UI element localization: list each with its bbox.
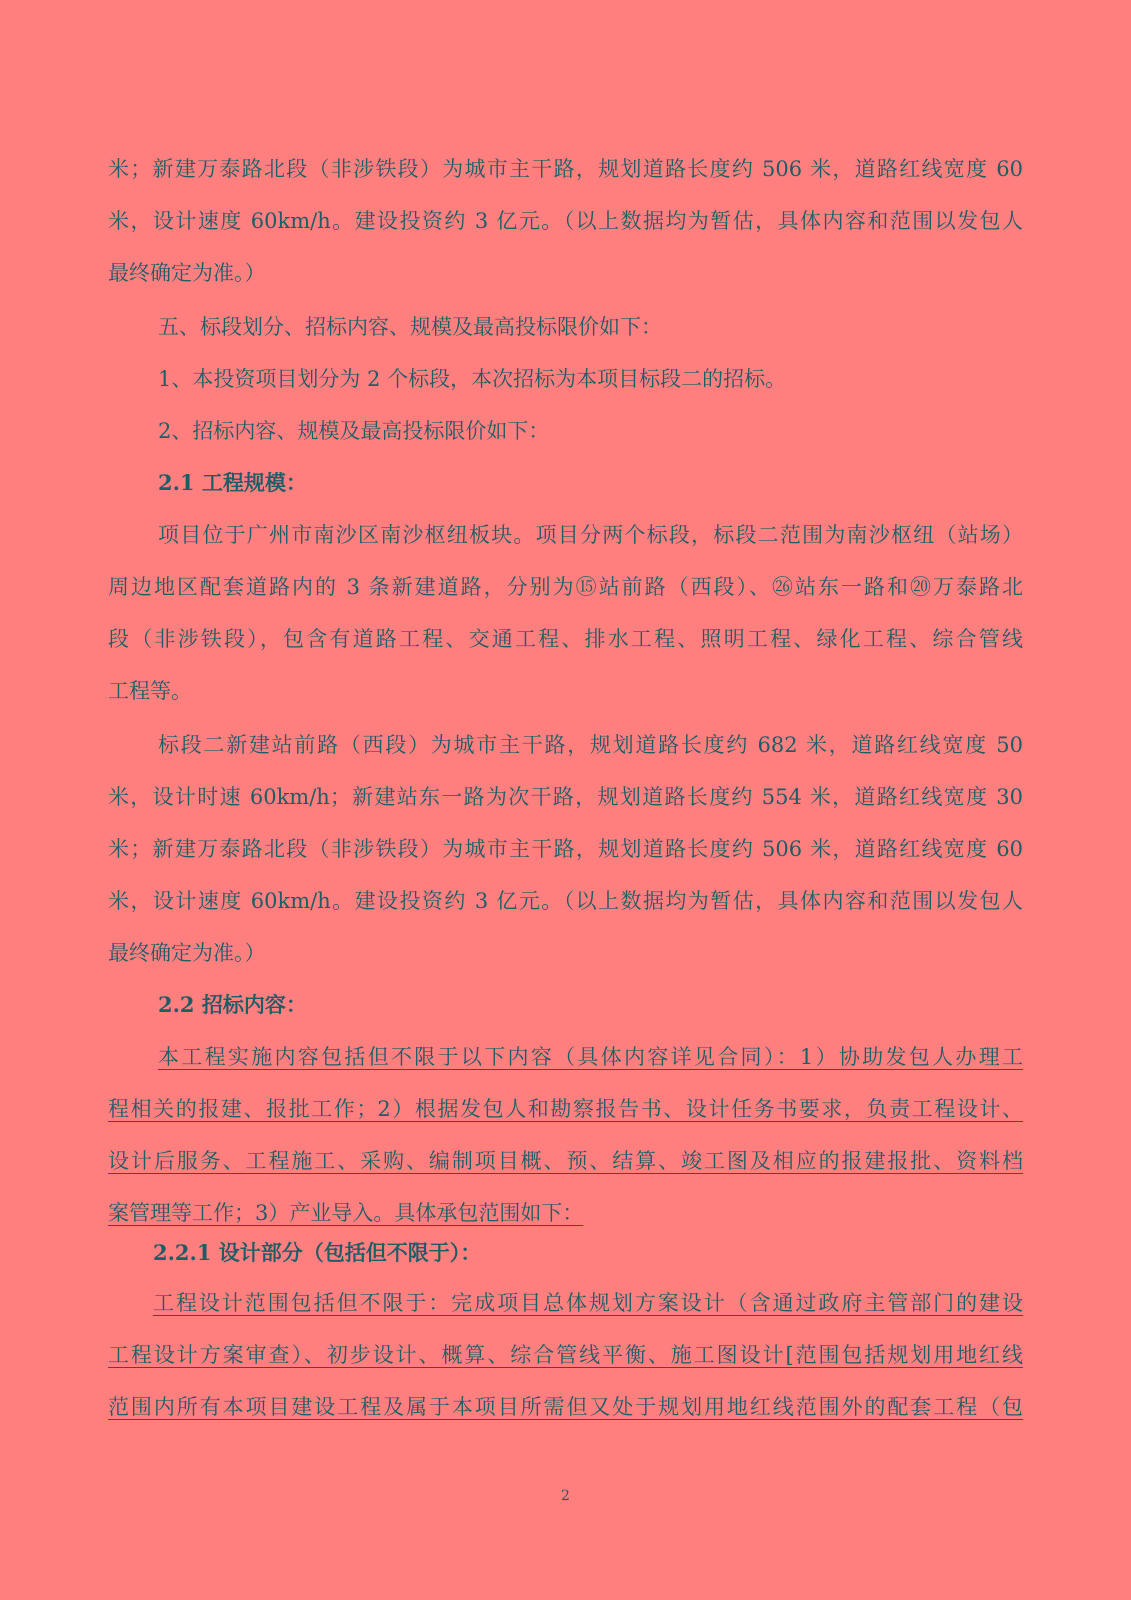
paragraph-line: 最终确定为准。） xyxy=(108,941,266,965)
list-item: 2、招标内容、规模及最高投标限价如下： xyxy=(158,419,550,443)
paragraph-line: 米，设计速度 60km/h。建设投资约 3 亿元。（以上数据均为暂估，具体内容和范围以发包人 xyxy=(108,889,1023,913)
subsection-heading: 2.2 招标内容： xyxy=(158,992,307,1017)
paragraph-line: 米，设计时速 60km/h；新建站东一路为次干路，规划道路长度约 554 米，道路红线宽度 30 xyxy=(108,785,1023,809)
underlined-paragraph-line: 设计后服务、工程施工、采购、编制项目概、预、结算、竣工图及相应的报建报批、资料档 xyxy=(108,1149,1023,1173)
paragraph-line: 米；新建万泰路北段（非涉铁段）为城市主干路，规划道路长度约 506 米，道路红线宽度 60 xyxy=(108,837,1023,861)
paragraph-line: 工程等。 xyxy=(108,679,192,703)
underlined-paragraph-line: 案管理等工作；3）产业导入。具体承包范围如下： xyxy=(108,1201,584,1225)
subsection-heading: 2.1 工程规模： xyxy=(158,470,307,495)
underlined-paragraph-line: 工程设计范围包括但不限于：完成项目总体规划方案设计（含通过政府主管部门的建设 xyxy=(153,1291,1023,1315)
paragraph-line: 周边地区配套道路内的 3 条新建道路，分别为⑮站前路（西段）、㉖站东一路和⑳万泰路北 xyxy=(108,575,1023,599)
paragraph-line: 项目位于广州市南沙区南沙枢纽板块。项目分两个标段，标段二范围为南沙枢纽（站场） xyxy=(158,523,1023,547)
paragraph-line: 最终确定为准。） xyxy=(108,261,266,285)
paragraph-line: 米；新建万泰路北段（非涉铁段）为城市主干路，规划道路长度约 506 米，道路红线宽度 60 xyxy=(108,157,1023,181)
paragraph-line: 段（非涉铁段），包含有道路工程、交通工程、排水工程、照明工程、绿化工程、综合管线 xyxy=(108,627,1023,651)
paragraph-line: 米，设计速度 60km/h。建设投资约 3 亿元。（以上数据均为暂估，具体内容和范围以发包人 xyxy=(108,209,1023,233)
underlined-paragraph-line: 本工程实施内容包括但不限于以下内容（具体内容详见合同）：1）协助发包人办理工 xyxy=(158,1045,1023,1069)
underlined-paragraph-line: 工程设计方案审查）、初步设计、概算、综合管线平衡、施工图设计[范围包括规划用地红线 xyxy=(108,1343,1023,1367)
underlined-paragraph-line: 程相关的报建、报批工作；2）根据发包人和勘察报告书、设计任务书要求，负责工程设计、 xyxy=(108,1097,1023,1121)
page-number: 2 xyxy=(561,1488,570,1504)
paragraph-line: 标段二新建站前路（西段）为城市主干路，规划道路长度约 682 米，道路红线宽度 50 xyxy=(158,733,1023,757)
subsection-heading: 2.2.1 设计部分（包括但不限于）： xyxy=(153,1240,482,1265)
section-heading: 五、标段划分、招标内容、规模及最高投标限价如下： xyxy=(158,315,662,339)
list-item: 1、本投资项目划分为 2 个标段，本次招标为本项目标段二的招标。 xyxy=(158,367,787,391)
underlined-paragraph-line: 范围内所有本项目建设工程及属于本项目所需但又处于规划用地红线范围外的配套工程（包 xyxy=(108,1395,1023,1419)
